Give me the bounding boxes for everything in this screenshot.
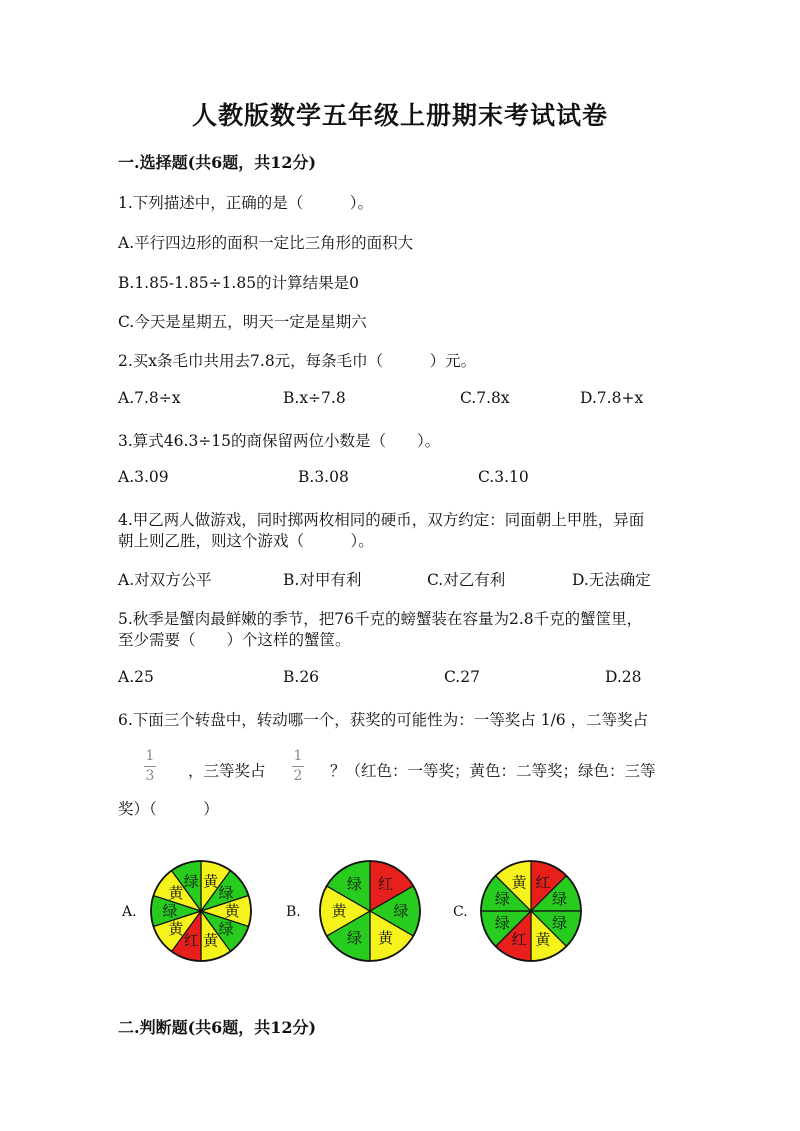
question-6-stem-line3: 奖）（ ）: [118, 800, 219, 818]
question-5-option-b: B.26: [283, 668, 320, 686]
question-5-option-a: A.25: [118, 668, 154, 686]
section-heading-1: 一.选择题(共6题，共12分): [118, 153, 317, 172]
spinner-wheel-a: [148, 858, 254, 964]
wheel-segment-label: 红: [511, 930, 527, 949]
wheel-segment-label: 绿: [494, 913, 510, 932]
question-2-stem: 2.买x条毛巾共用去7.8元，每条毛巾（ ）元。: [118, 352, 477, 370]
fraction-denominator: 2: [293, 768, 303, 785]
fraction-one-third: [144, 749, 156, 785]
question-5-stem-line2: 至少需要（ ）个这样的蟹筐。: [118, 631, 351, 649]
fraction-bar: [292, 766, 304, 767]
question-6-stem-tail: ？（红色：一等奖；黄色：二等奖；绿色：三等: [330, 762, 656, 780]
fraction-numerator: 1: [145, 748, 155, 764]
question-3-option-b: B.3.08: [298, 468, 349, 486]
wheel-segment-label: 绿: [162, 902, 178, 920]
fraction-denominator: 3: [145, 768, 155, 785]
wheel-segment-label: 黄: [168, 920, 184, 939]
wheel-segment-label: 红: [535, 873, 551, 892]
question-2-option-b: B.x÷7.8: [283, 389, 346, 407]
question-5-option-c: C.27: [444, 668, 480, 686]
wheel-segment-label: 黄: [203, 872, 219, 891]
question-3-stem: 3.算式46.3÷15的商保留两位小数是（ ）。: [118, 432, 441, 450]
wheel-segment-label: 黄: [168, 883, 184, 902]
question-1-stem: 1.下列描述中，正确的是（ ）。: [118, 194, 374, 212]
question-4-option-c: C.对乙有利: [427, 571, 506, 589]
fraction-numerator: 1: [293, 748, 303, 764]
question-3-option-a: A.3.09: [118, 468, 169, 486]
wheel-c-label: C.: [453, 904, 468, 920]
question-1-option-a: A.平行四边形的面积一定比三角形的面积大: [118, 234, 414, 252]
spinner-wheel-b: [317, 858, 423, 964]
wheel-segment-label: 黄: [203, 931, 219, 950]
wheel-b-label: B.: [286, 904, 301, 920]
wheel-segment-label: 黄: [331, 902, 347, 920]
question-4-stem-line2: 朝上则乙胜，则这个游戏（ ）。: [118, 532, 374, 550]
wheel-segment-label: 绿: [393, 902, 409, 920]
wheel-segment-label: 黄: [511, 873, 527, 892]
wheel-segment-label: 绿: [494, 890, 510, 909]
question-5-stem-line1: 5.秋季是蟹肉最鲜嫩的季节，把76千克的螃蟹装在容量为2.8千克的蟹筐里，: [118, 610, 643, 628]
section-heading-2: 二.判断题(共6题，共12分): [118, 1018, 317, 1037]
question-2-option-d: D.7.8+x: [580, 389, 644, 407]
question-6-stem-line1: 6.下面三个转盘中，转动哪一个，获奖的可能性为：一等奖占 1/6 ，二等奖占: [118, 711, 649, 729]
spinner-wheel-c: [478, 858, 584, 964]
wheel-segment-label: 红: [377, 875, 394, 894]
question-2-option-c: C.7.8x: [460, 389, 510, 407]
question-6-third-prize-text: ，三等奖占: [188, 762, 266, 780]
wheel-segment-label: 黄: [535, 930, 551, 949]
fraction-one-half: [292, 749, 304, 785]
wheel-segment-label: 绿: [218, 920, 234, 939]
fraction-bar: [144, 766, 156, 767]
question-4-option-a: A.对双方公平: [118, 571, 212, 589]
wheel-segment-label: 黄: [224, 902, 240, 920]
question-4-option-b: B.对甲有利: [283, 571, 362, 589]
question-3-option-c: C.3.10: [478, 468, 529, 486]
wheel-segment-label: 绿: [552, 913, 568, 932]
wheel-segment-label: 黄: [377, 928, 394, 947]
wheel-a-label: A.: [122, 904, 137, 920]
question-1-option-c: C.今天是星期五，明天一定是星期六: [118, 313, 367, 331]
question-4-stem-line1: 4.甲乙两人做游戏，同时掷两枚相同的硬币，双方约定：同面朝上甲胜，异面: [118, 511, 645, 529]
page-title: 人教版数学五年级上册期末考试试卷: [191, 101, 608, 130]
wheel-segment-label: 红: [183, 931, 199, 950]
question-2-option-a: A.7.8÷x: [118, 389, 181, 407]
wheel-segment-label: 绿: [346, 928, 363, 947]
wheel-segment-label: 绿: [183, 872, 199, 891]
wheel-segment-label: 绿: [218, 883, 234, 902]
wheel-segment-label: 绿: [346, 875, 363, 894]
question-1-option-b: B.1.85-1.85÷1.85的计算结果是0: [118, 274, 359, 292]
question-4-option-d: D.无法确定: [572, 571, 651, 589]
question-5-option-d: D.28: [605, 668, 642, 686]
wheel-segment-label: 绿: [552, 890, 568, 909]
